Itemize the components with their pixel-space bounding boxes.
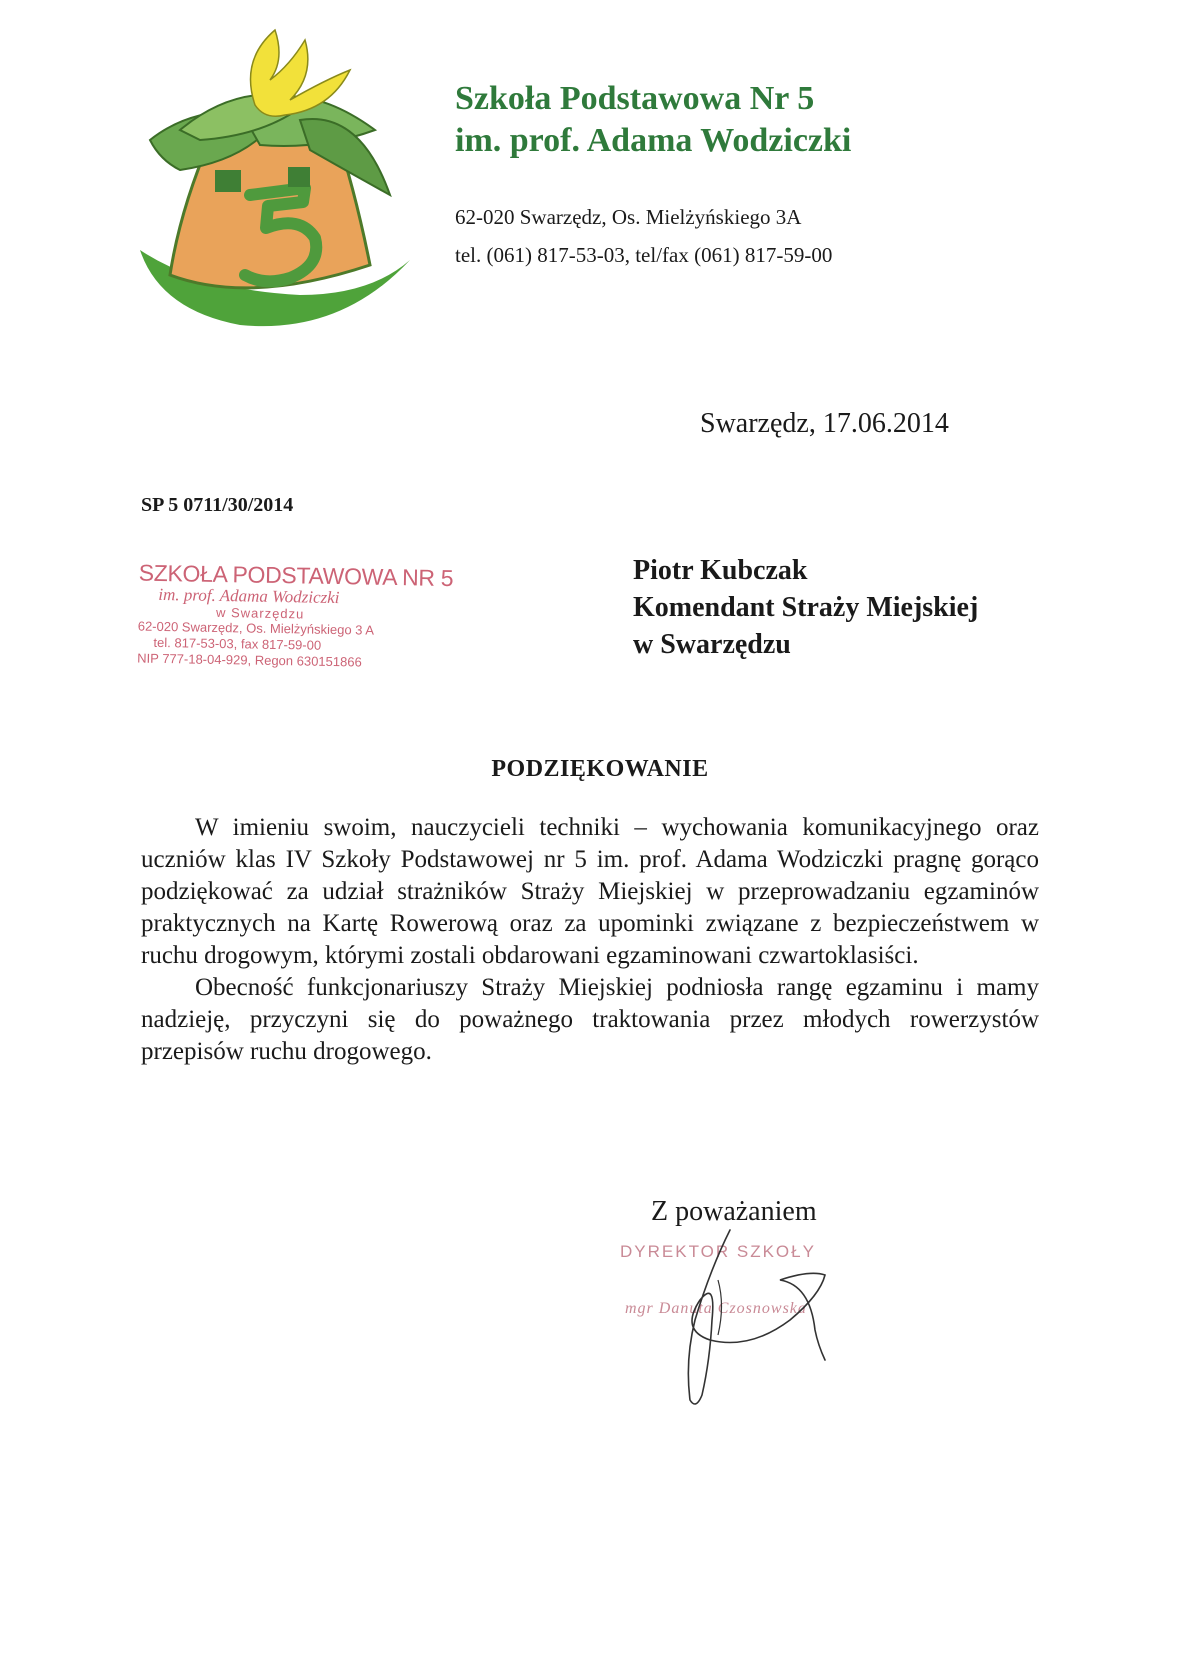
address-line: 62-020 Swarzędz, Os. Mielżyńskiego 3A [455,205,802,229]
school-name-line1: Szkoła Podstawowa Nr 5 [455,80,815,117]
stamp-line3: w Swarzędzu [215,604,305,622]
recipient-block [633,552,978,663]
recipient-name: Piotr Kubczak [633,555,808,586]
school-address [455,198,832,274]
stamp-line4: 62-020 Swarzędz, Os. Mielżyńskiego 3 A [137,618,375,638]
letter-date: Swarzędz, 17.06.2014 [700,408,949,439]
school-name [455,78,851,162]
stamp-line2: im. prof. Adama Wodziczki [158,584,340,608]
closing-text: Z poważaniem [651,1196,817,1227]
letter-heading: PODZIĘKOWANIE [491,756,709,782]
stamp-line5: tel. 817-53-03, fax 817-59-00 [153,634,322,653]
letter-body [141,812,1039,1068]
stamp-line6: NIP 777-18-04-929, Regon 630151866 [137,650,362,670]
reference-number: SP 5 0711/30/2014 [141,494,294,516]
signature-stamp-name: mgr Danuta Czosnowska [625,1300,807,1317]
body-paragraph-2: Obecność funkcjonariuszy Straży Miejskiej podniosła rangę egzaminu i mamy nadzieję, przyczyni się do poważnego traktowania przez młodych rowerzystów przepisów ruchu drogowego. [141,974,1039,1065]
recipient-title: Komendant Straży Miejskiej [633,592,979,623]
recipient-location: w Swarzędzu [633,629,791,660]
handwritten-signature-icon [640,1210,860,1410]
school-stamp [137,559,454,672]
signature-stamp-title: DYREKTOR SZKOŁY [620,1242,816,1261]
body-paragraph-1: W imieniu swoim, nauczycieli techniki – wychowania komunikacyjnego oraz uczniów klas IV Szkoły Podstawowej nr 5 im. prof. Adama Wodziczki pragnę gorąco podziękować za udział strażników Straży Miejskiej w przeprowadzaniu egzaminów praktycznych na Kartę Rowerową oraz za upominki związane z bezpieczeństwem w ruchu drogowym, którymi zostali obdarowani egzaminowani czwartoklasiści. [141,814,1039,969]
school-bell-logo-icon [140,20,440,350]
stamp-line1: SZKOŁA PODSTAWOWA NR 5 [138,559,454,592]
school-name-line2: im. prof. Adama Wodziczki [455,122,852,159]
phone-line: tel. (061) 817-53-03, tel/fax (061) 817-59-00 [455,243,833,267]
